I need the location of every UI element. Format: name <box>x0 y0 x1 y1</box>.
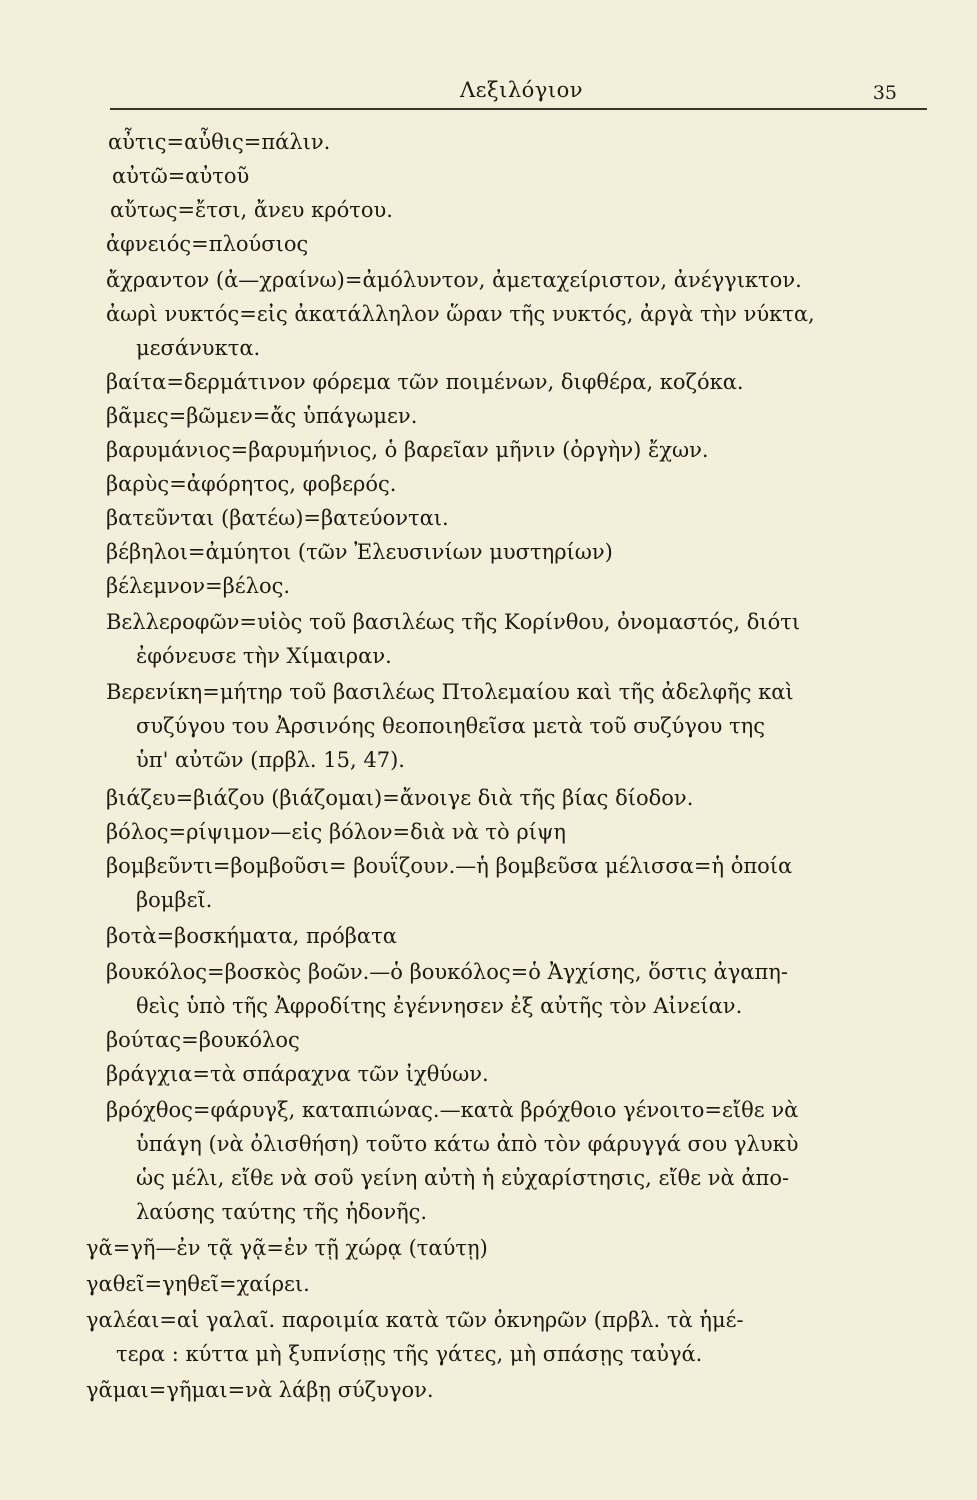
text-line: βιάζευ=βιάζου (βιάζομαι)=ἄνοιγε διὰ τῆς βίας δίοδον. <box>106 786 694 810</box>
text-line: βᾶμες=βῶμεν=ἄς ὑπάγωμεν. <box>106 404 418 428</box>
text-line: μεσάνυκτα. <box>136 336 261 360</box>
page-header <box>110 78 927 110</box>
text-line: βαρυμάνιος=βαρυμήνιος, ὁ βαρεῖαν μῆνιν (ὀργὴν) ἔχων. <box>106 438 709 462</box>
text-line: αὖτις=αὖθις=πάλιν. <box>108 130 331 154</box>
text-line: βουκόλος=βοσκὸς βοῶν.—ὁ βουκόλος=ὁ Ἀγχίσης, ὅστις ἀγαπη- <box>106 960 788 984</box>
text-line: γαλέαι=αἱ γαλαῖ. παροιμία κατὰ τῶν ὀκνηρῶν (πρβλ. τὰ ἡμέ- <box>86 1308 744 1332</box>
text-line: βομβεῦντι=βομβοῦσι= βουΐζουν.—ἡ βομβεῦσα μέλισσα=ἡ ὁποία <box>106 854 793 878</box>
text-line: τερα : κύττα μὴ ξυπνίσῃς τῆς γάτες, μὴ σπάσῃς ταὐγά. <box>116 1342 703 1366</box>
text-line: γαθεῖ=γηθεῖ=χαίρει. <box>86 1272 310 1296</box>
text-line: βρόχθος=φάρυγξ, καταπιώνας.—κατὰ βρόχθοιο γένοιτο=εἴθε νὰ <box>106 1098 799 1122</box>
text-line: ὑπ' αὐτῶν (πρβλ. 15, 47). <box>136 748 405 772</box>
text-line: αὔτως=ἔτσι, ἄνευ κρότου. <box>110 198 393 222</box>
text-line: Βελλεροφῶν=υἱὸς τοῦ βασιλέως τῆς Κορίνθου, ὀνομαστός, διότι <box>106 610 801 634</box>
text-line: ἐφόνευσε τὴν Χίμαιραν. <box>136 644 392 668</box>
text-line: βέλεμνον=βέλος. <box>106 574 291 598</box>
text-line: γᾶμαι=γῆμαι=νὰ λάβῃ σύζυγον. <box>86 1378 434 1402</box>
text-line: βέβηλοι=ἀμύητοι (τῶν Ἐλευσινίων μυστηρίων) <box>106 540 613 564</box>
text-line: ἀωρὶ νυκτός=εἰς ἀκατάλληλον ὥραν τῆς νυκτός, ἀργὰ τὴν νύκτα, <box>106 302 815 326</box>
text-line: βοτὰ=βοσκήματα, πρόβατα <box>106 924 397 948</box>
text-line: βράγχια=τὰ σπάραχνα τῶν ἰχθύων. <box>106 1062 489 1086</box>
text-line: βούτας=βουκόλος <box>106 1028 300 1052</box>
text-line: λαύσης ταύτης τῆς ἡδονῆς. <box>136 1200 428 1224</box>
text-line: ὑπάγη (νὰ ὀλισθήση) τοῦτο κάτω ἀπὸ τὸν φάρυγγά σου γλυκὺ <box>136 1132 799 1156</box>
text-line: βαρὺς=ἀφόρητος, φοβερός. <box>106 472 397 496</box>
text-line: βαίτα=δερμάτινον φόρεμα τῶν ποιμένων, διφθέρα, κοζόκα. <box>106 370 744 394</box>
text-line: βόλος=ρίψιμον—εἰς βόλον=διὰ νὰ τὸ ρίψη <box>106 820 567 844</box>
text-line: ὡς μέλι, εἴθε νὰ σοῦ γείνη αὐτὴ ἡ εὐχαρίστησις, εἴθε νὰ ἀπο- <box>136 1166 790 1190</box>
text-line: ἀφνειός=πλούσιος <box>106 232 309 256</box>
text-line: θεὶς ὑπὸ τῆς Ἀφροδίτης ἐγέννησεν ἐξ αὐτῆς τὸν Αἰνείαν. <box>136 994 743 1018</box>
text-line: ἄχραντον (ἀ—χραίνω)=ἀμόλυντον, ἀμεταχείριστον, ἀνέγγικτον. <box>106 268 802 292</box>
text-line: βατεῦνται (βατέω)=βατεύονται. <box>106 506 449 530</box>
text-line: γᾶ=γῆ—ἐν τᾷ γᾷ=ἐν τῇ χώρᾳ (ταύτῃ) <box>86 1236 488 1260</box>
text-line: συζύγου του Ἀρσινόης θεοποιηθεῖσα μετὰ τοῦ συζύγου της <box>136 714 766 738</box>
text-line: Βερενίκη=μήτηρ τοῦ βασιλέως Πτολεμαίου καὶ τῆς ἀδελφῆς καὶ <box>106 680 794 704</box>
running-title: Λεξιλόγιον <box>460 78 583 102</box>
page-number: 35 <box>872 82 897 104</box>
text-line: βομβεῖ. <box>136 888 213 912</box>
text-line: αὐτῶ=αὐτοῦ <box>112 164 250 188</box>
